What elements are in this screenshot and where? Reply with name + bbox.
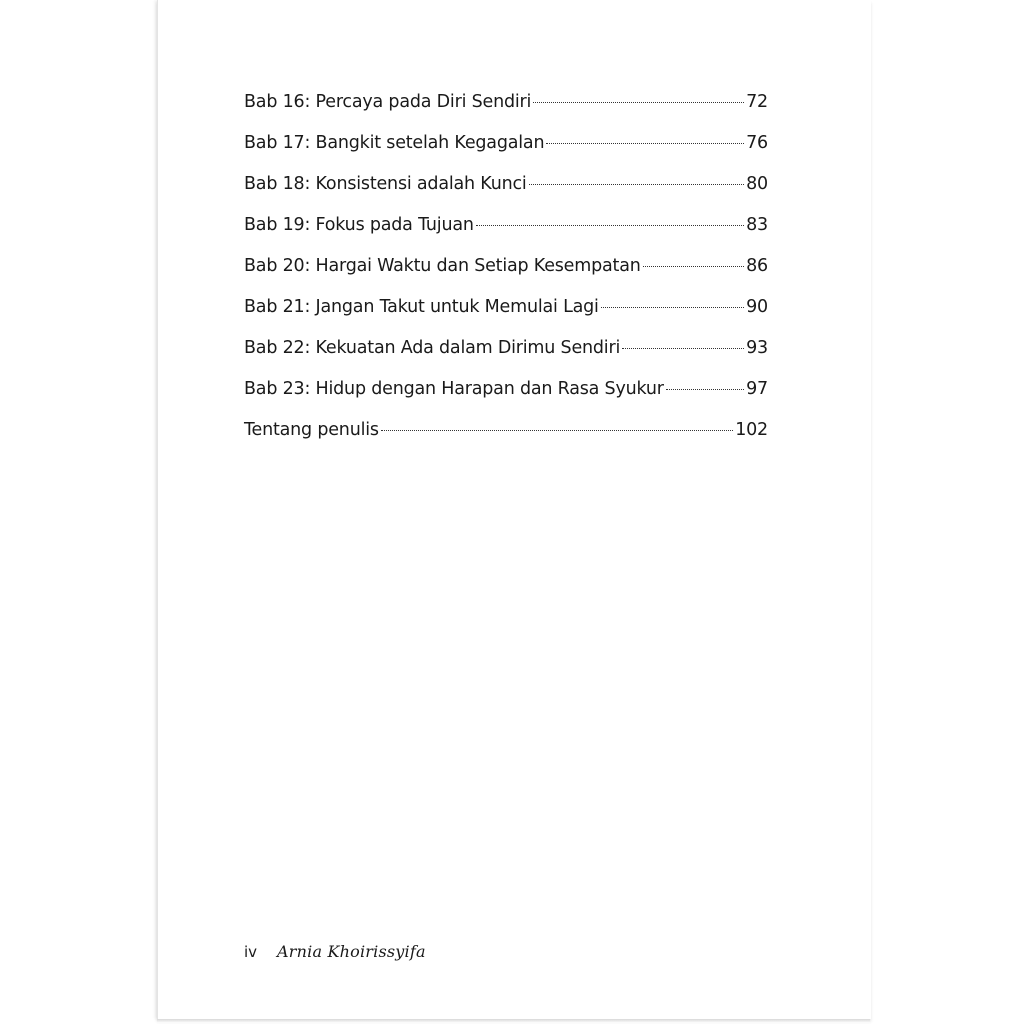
toc-entry[interactable]	[244, 123, 768, 164]
toc-entry[interactable]	[244, 410, 768, 451]
toc-entry-title: Bab 20: Hargai Waktu dan Setiap Kesempatan	[244, 256, 641, 276]
footer-page-number: iv	[244, 943, 258, 961]
toc-entry[interactable]	[244, 328, 768, 369]
toc-dot-leader	[529, 184, 745, 185]
toc-entry-page: 80	[746, 174, 768, 194]
toc-dot-leader	[643, 266, 745, 267]
toc-entry-page: 72	[746, 92, 768, 112]
toc-entry[interactable]	[244, 287, 768, 328]
toc-entry-title: Bab 19: Fokus pada Tujuan	[244, 215, 474, 235]
toc-entry[interactable]	[244, 82, 768, 123]
footer-author-name: Arnia Khoirissyifa	[277, 942, 426, 961]
toc-dot-leader	[622, 348, 744, 349]
toc-entry-page: 83	[746, 215, 768, 235]
toc-entry-title: Bab 18: Konsistensi adalah Kunci	[244, 174, 527, 194]
toc-entry-page: 76	[746, 133, 768, 153]
page-footer	[244, 942, 426, 961]
table-of-contents	[244, 82, 768, 451]
toc-entry-page: 102	[735, 420, 768, 440]
toc-dot-leader	[476, 225, 744, 226]
toc-entry[interactable]	[244, 246, 768, 287]
toc-entry-page: 93	[746, 338, 768, 358]
toc-entry[interactable]	[244, 164, 768, 205]
toc-entry[interactable]	[244, 205, 768, 246]
toc-dot-leader	[601, 307, 744, 308]
toc-dot-leader	[533, 102, 744, 103]
toc-dot-leader	[381, 430, 733, 431]
toc-dot-leader	[546, 143, 744, 144]
toc-entry-title: Bab 21: Jangan Takut untuk Memulai Lagi	[244, 297, 599, 317]
toc-entry-title: Bab 16: Percaya pada Diri Sendiri	[244, 92, 532, 112]
toc-entry-title: Tentang penulis	[244, 420, 379, 440]
toc-entry-title: Bab 23: Hidup dengan Harapan dan Rasa Syukur	[244, 379, 664, 399]
toc-entry-page: 86	[746, 256, 768, 276]
toc-entry-page: 90	[746, 297, 768, 317]
toc-entry-title: Bab 17: Bangkit setelah Kegagalan	[244, 133, 545, 153]
toc-dot-leader	[666, 389, 744, 390]
toc-entry[interactable]	[244, 369, 768, 410]
toc-entry-title: Bab 22: Kekuatan Ada dalam Dirimu Sendiri	[244, 338, 621, 358]
toc-entry-page: 97	[746, 379, 768, 399]
page-shadow	[157, 1019, 870, 1023]
